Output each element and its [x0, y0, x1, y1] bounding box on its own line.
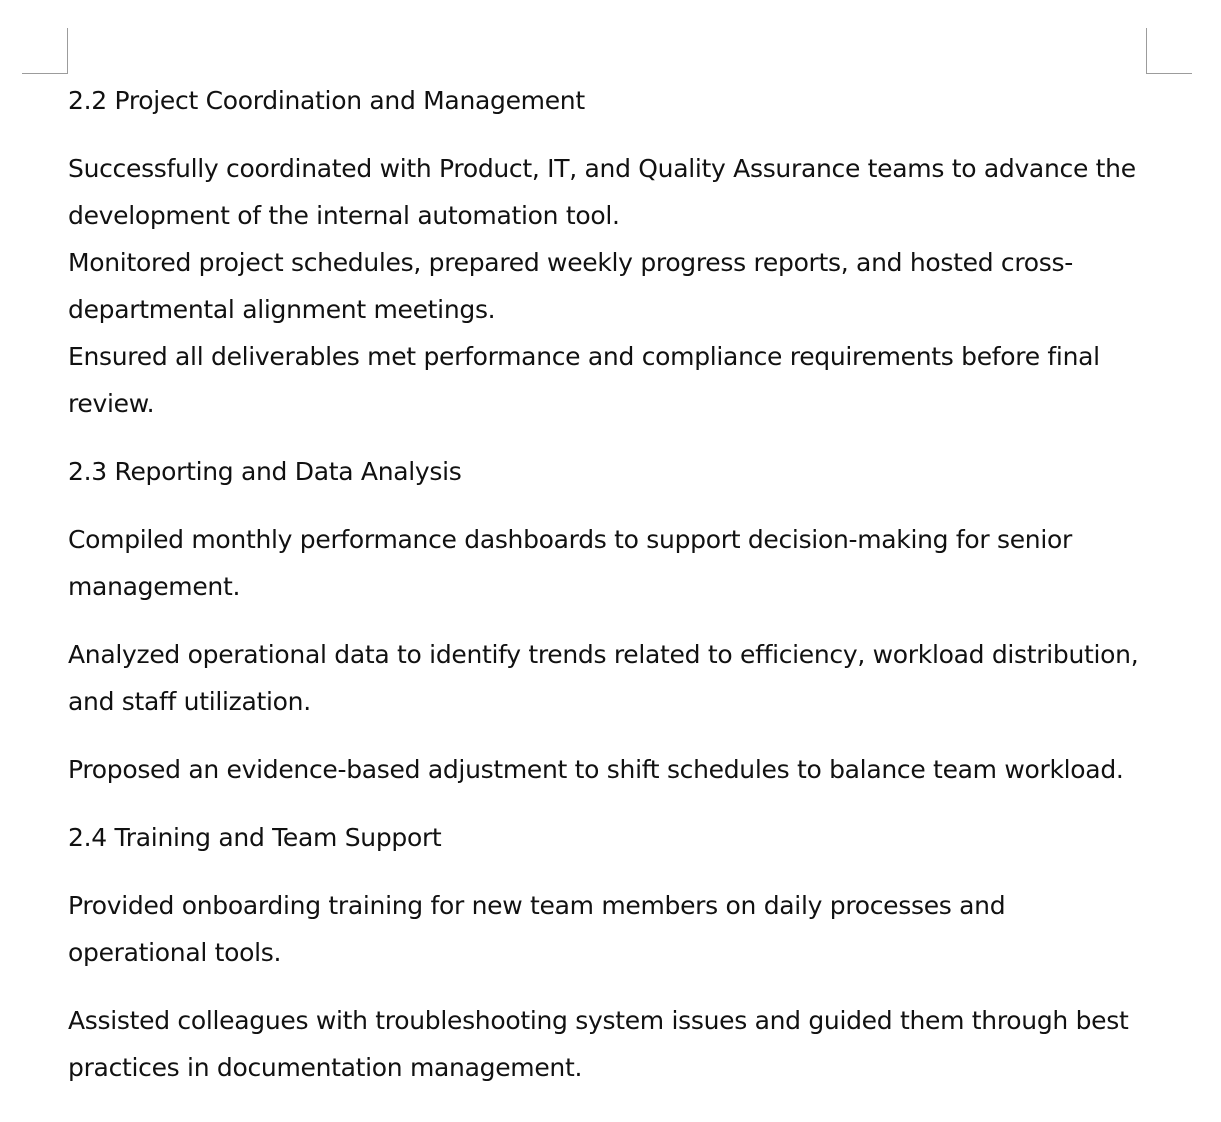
- paragraph: Proposed an evidence-based adjustment to shift schedules to balance team workload.: [68, 755, 1124, 784]
- paragraph: Successfully coordinated with Product, IT, and Quality Assurance teams to advance the development of the internal automation tool.: [68, 154, 1136, 230]
- paragraph: Monitored project schedules, prepared weekly progress reports, and hosted cross-departmental alignment meetings.: [68, 248, 1073, 324]
- section-heading: 2.2 Project Coordination and Management: [68, 86, 585, 115]
- paragraph: Compiled monthly performance dashboards to support decision-making for senior management.: [68, 525, 1072, 601]
- paragraph: Assisted colleagues with troubleshooting system issues and guided them through best practices in documentation management.: [68, 1006, 1129, 1082]
- section-heading: 2.4 Training and Team Support: [68, 823, 442, 852]
- paragraph: Provided onboarding training for new team members on daily processes and operational tools.: [68, 891, 1006, 967]
- paragraph: Ensured all deliverables met performance and compliance requirements before final review.: [68, 342, 1100, 418]
- page-corner-mark-top-left: [22, 28, 68, 74]
- page-corner-mark-top-right: [1146, 28, 1192, 74]
- section-heading: 2.3 Reporting and Data Analysis: [68, 457, 462, 486]
- document-body[interactable]: [68, 77, 1148, 1112]
- paragraph: Analyzed operational data to identify trends related to efficiency, workload distribution, and staff utilization.: [68, 640, 1139, 716]
